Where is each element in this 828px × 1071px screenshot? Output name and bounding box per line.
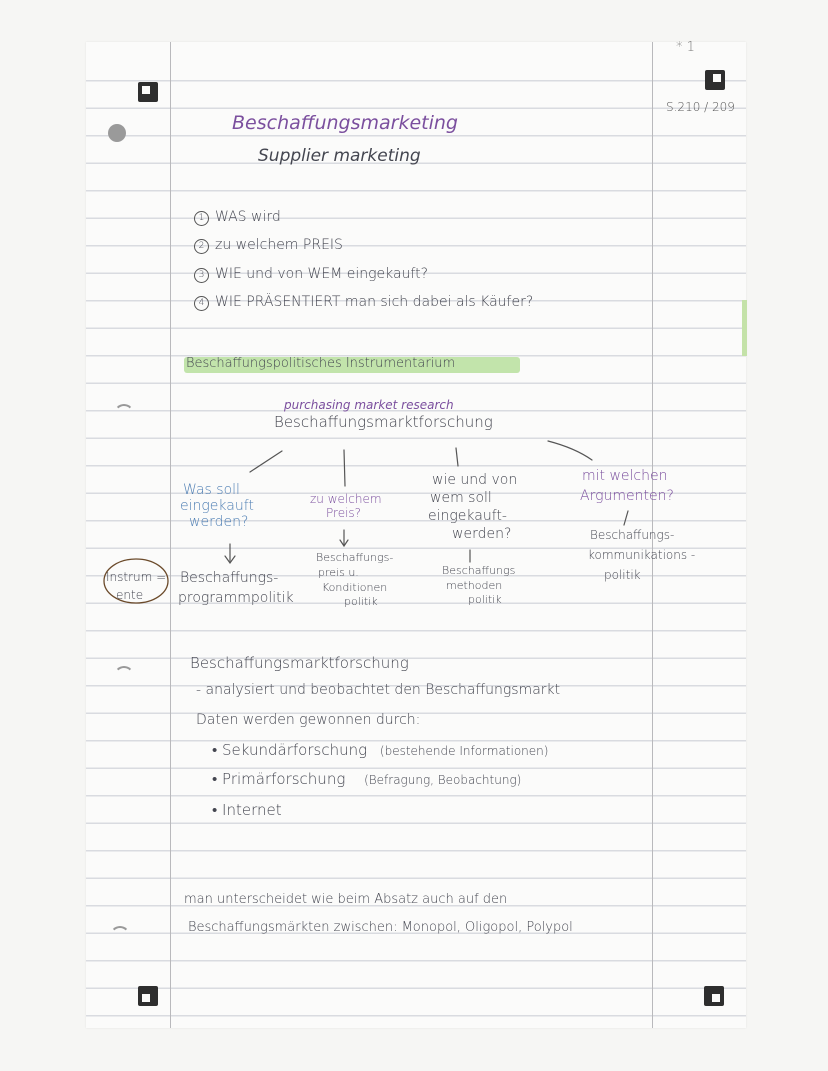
question-text: WIE und von WEM eingekauft? [215, 266, 429, 282]
branch-question: eingekauft [180, 498, 254, 514]
branch-question: mit welchen [582, 468, 668, 484]
bullet-note: (bestehende Informationen) [379, 744, 549, 758]
question-text: WAS wird [215, 209, 281, 225]
page-subtitle: Supplier marketing [258, 146, 421, 166]
branch-question: werden? [452, 526, 512, 542]
instrument-circle-label: Instrum = [106, 570, 167, 584]
research-line: - analysiert und beobachtet den Beschaffungsmarkt [196, 682, 561, 698]
bullet-dot: • [212, 801, 223, 819]
branch-answer: programmpolitik [178, 590, 294, 606]
closing-line: man unterscheidet wie beim Absatz auch auf den [184, 892, 508, 907]
branch-answer: kommunikations - [588, 548, 696, 562]
branch-question: Was soll [183, 482, 240, 498]
question-number: 4 [194, 296, 209, 311]
branch-question: Argumenten? [580, 488, 674, 504]
branch-question: Preis? [326, 506, 362, 520]
diagram-root-english: purchasing market research [284, 398, 454, 412]
bullet-dot: • [212, 770, 223, 788]
research-bullet [212, 741, 548, 759]
branch-answer: politik [604, 568, 641, 582]
branch-question: zu welchem [310, 492, 382, 506]
question-text: zu welchem PREIS [215, 237, 343, 253]
branch-question: werden? [189, 514, 249, 530]
page-star-number: * 1 [676, 40, 695, 55]
question-number: 3 [194, 268, 209, 283]
branch-answer: Konditionen [322, 581, 388, 594]
research-heading: Beschaffungsmarktforschung [190, 654, 409, 672]
branch-question: wem soll [430, 490, 492, 506]
research-bullet [212, 770, 521, 788]
question-number: 1 [194, 211, 209, 226]
section-heading: Beschaffungspolitisches Instrumentarium [186, 356, 456, 371]
closing-line: Beschaffungsmärkten zwischen: Monopol, Oligopol, Polypol [188, 920, 573, 935]
branch-question: eingekauft- [428, 508, 507, 524]
bullet-dot: • [212, 741, 223, 759]
bullet-note: (Befragung, Beobachtung) [364, 773, 522, 787]
branch-answer: Beschaffungs [442, 564, 516, 577]
research-bullet [212, 801, 282, 819]
branch-answer: preis u. [318, 566, 359, 579]
question-text: WIE PRÄSENTIERT man sich dabei als Käufer? [215, 294, 534, 310]
branch-answer: Beschaffungs- [316, 551, 394, 564]
branch-answer: Beschaffungs- [590, 528, 675, 542]
research-line: Daten werden gewonnen durch: [196, 712, 421, 728]
instrument-circle-label: ente [116, 588, 144, 602]
branch-answer: politik [344, 595, 378, 608]
bullet-label: Sekundärforschung [222, 741, 368, 759]
branch-answer: methoden [446, 579, 503, 592]
page-title: Beschaffungsmarketing [232, 112, 458, 134]
question-number: 2 [194, 239, 209, 254]
branch-question: wie und von [432, 472, 518, 488]
bullet-label: Internet [222, 801, 282, 819]
branch-answer: Beschaffungs- [180, 570, 279, 586]
diagram-root-german: Beschaffungsmarktforschung [274, 413, 493, 431]
bullet-label: Primärforschung [222, 770, 346, 788]
branch-answer: politik [468, 593, 502, 606]
page-reference: S.210 / 209 [666, 100, 735, 114]
